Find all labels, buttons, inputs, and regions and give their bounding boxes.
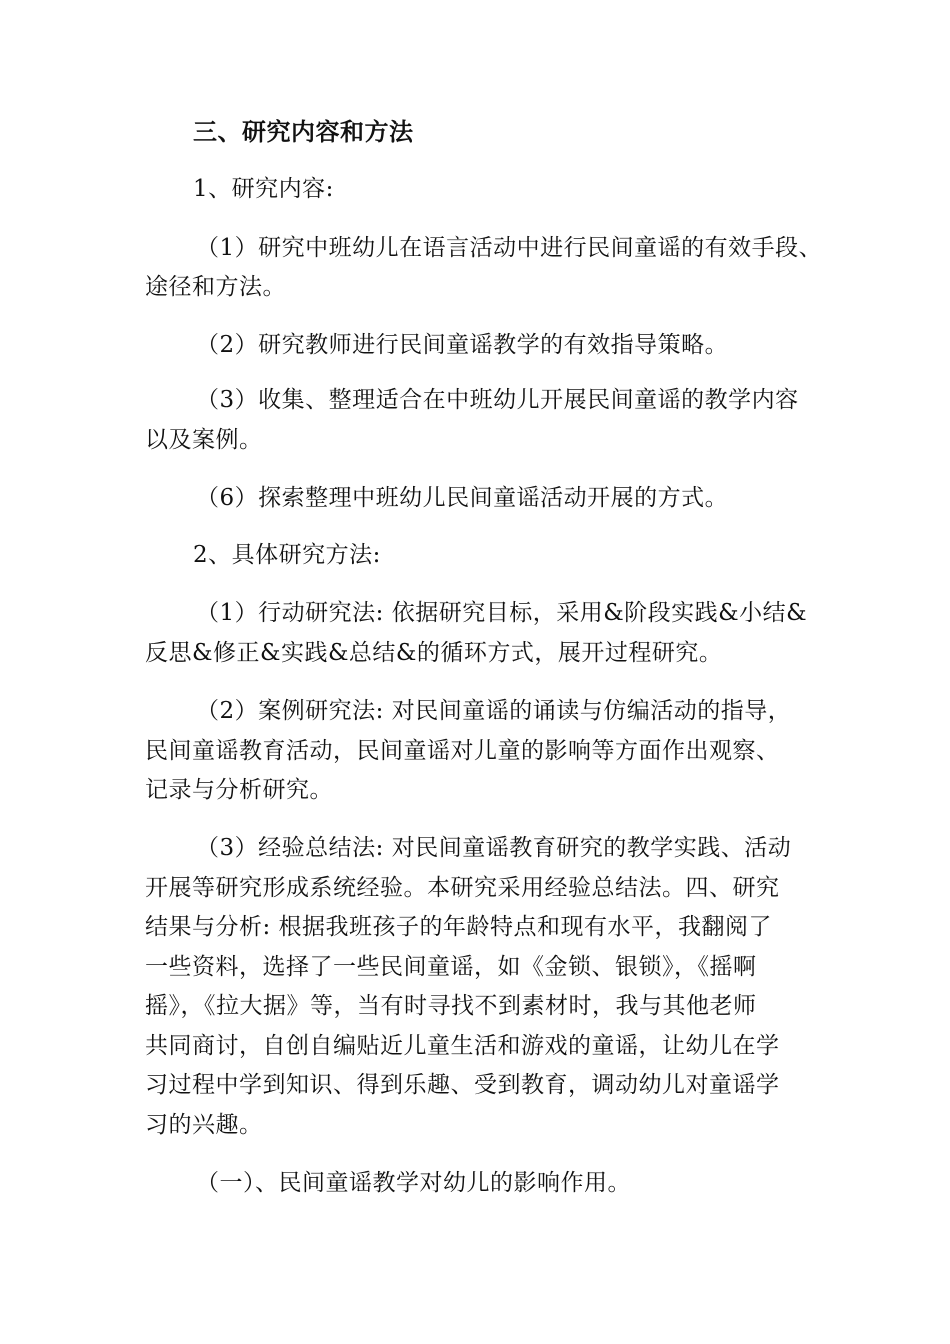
paragraph-line: 途径和方法。: [145, 274, 286, 300]
paragraph-line: 开展等研究形成系统经验。本研究采用经验总结法。四、研究: [145, 875, 780, 901]
paragraph-line: （3）经验总结法: 对民间童谣教育研究的教学实践、活动: [196, 835, 792, 861]
paragraph-line: （2）研究教师进行民间童谣教学的有效指导策略。: [196, 332, 729, 358]
paragraph-line: 以及案例。: [145, 427, 263, 453]
content-heading: 1、研究内容:: [193, 176, 334, 202]
paragraph-line: （1）研究中班幼儿在语言活动中进行民间童谣的有效手段、: [196, 235, 823, 261]
paragraph-line: 习过程中学到知识、得到乐趣、受到教育，调动幼儿对童谣学: [145, 1072, 780, 1098]
paragraph-line: 记录与分析研究。: [145, 777, 333, 803]
paragraph-line: 结果与分析: 根据我班孩子的年龄特点和现有水平，我翻阅了: [145, 914, 773, 940]
methods-heading: 2、具体研究方法:: [193, 542, 381, 568]
subsection-heading: （一）、民间童谣教学对幼儿的影响作用。: [196, 1170, 631, 1196]
paragraph-line: （1）行动研究法: 依据研究目标，采用&阶段实践&小结&: [196, 600, 808, 626]
paragraph-line: 反思&修正&实践&总结&的循环方式，展开过程研究。: [145, 640, 723, 666]
paragraph-line: 民间童谣教育活动，民间童谣对儿童的影响等方面作出观察、: [145, 738, 780, 764]
paragraph-line: 摇》，《拉大据》等，当有时寻找不到素材时，我与其他老师: [145, 993, 757, 1019]
paragraph-line: （3）收集、整理适合在中班幼儿开展民间童谣的教学内容: [196, 387, 799, 413]
paragraph-line: （6）探索整理中班幼儿民间童谣活动开展的方式。: [196, 485, 729, 511]
paragraph-line: 一些资料，选择了一些民间童谣，如《金锁、银锁》，《摇啊: [145, 954, 757, 980]
paragraph-line: （2）案例研究法: 对民间童谣的诵读与仿编活动的指导，: [196, 698, 792, 724]
section-heading: 三、研究内容和方法: [193, 117, 414, 146]
paragraph-line: 习的兴趣。: [145, 1112, 263, 1138]
paragraph-line: 共同商讨，自创自编贴近儿童生活和游戏的童谣，让幼儿在学: [145, 1033, 780, 1059]
